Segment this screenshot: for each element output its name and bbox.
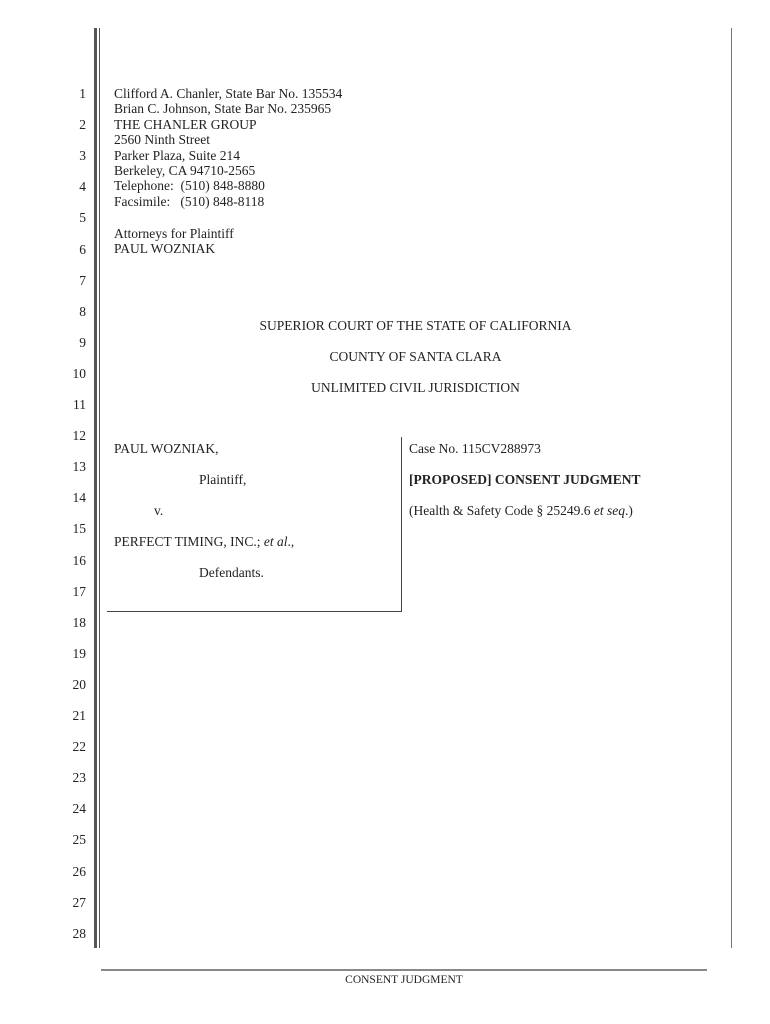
- court-name: SUPERIOR COURT OF THE STATE OF CALIFORNIA: [259, 318, 572, 333]
- document-title: [PROPOSED] CONSENT JUDGMENT: [409, 472, 641, 487]
- line-number: 26: [72, 863, 86, 879]
- line-number: 16: [72, 552, 86, 568]
- statute-text: (Health & Safety Code § 25249.6: [409, 503, 594, 518]
- versus: v.: [154, 503, 164, 518]
- line-number: 7: [79, 272, 86, 288]
- defendant-suffix: .,: [287, 534, 295, 549]
- firm-name: THE CHANLER GROUP: [114, 116, 257, 132]
- defendant-name-text: PERFECT TIMING, INC.;: [114, 534, 264, 549]
- caption-box-vertical: [401, 437, 402, 612]
- line-number: 23: [72, 770, 86, 786]
- line-number: 12: [72, 428, 86, 444]
- telephone-line: Telephone: (510) 848-8880: [114, 178, 265, 194]
- statute-reference: [409, 503, 633, 519]
- line-number: 19: [72, 645, 86, 661]
- line-number: 20: [72, 676, 86, 692]
- line-number: 21: [72, 708, 86, 723]
- line-number: 13: [72, 459, 86, 475]
- client-name: PAUL WOZNIAK: [114, 241, 216, 257]
- line-number: 22: [72, 739, 86, 755]
- court-county: COUNTY OF SANTA CLARA: [329, 349, 502, 364]
- facsimile-line: Facsimile: (510) 848-8118: [114, 193, 265, 209]
- footer-title: CONSENT JUDGMENT: [345, 974, 463, 986]
- attorney-line: Brian C. Johnson, State Bar No. 235965: [114, 101, 332, 117]
- line-number: 4: [79, 179, 86, 195]
- line-number: 10: [72, 365, 86, 381]
- defendant-etal: et al: [263, 534, 288, 549]
- defendant-name: [114, 534, 294, 550]
- defendant-role: Defendants.: [199, 565, 264, 580]
- address-line: Parker Plaza, Suite 214: [114, 147, 240, 163]
- line-number: 5: [79, 210, 86, 226]
- line-number: 17: [72, 583, 86, 599]
- line-number: 2: [79, 117, 86, 133]
- line-number: 27: [72, 894, 86, 910]
- court-jurisdiction: UNLIMITED CIVIL JURISDICTION: [311, 380, 520, 395]
- line-number: 25: [72, 832, 86, 848]
- statute-suffix: .): [624, 503, 633, 518]
- address-line: 2560 Ninth Street: [114, 132, 210, 148]
- line-number: 3: [79, 148, 86, 164]
- caption-box-horizontal: [107, 611, 402, 612]
- attorneys-for-label: Attorneys for Plaintiff: [114, 226, 234, 241]
- line-number: 8: [79, 303, 86, 319]
- address-line: Berkeley, CA 94710-2565: [114, 163, 256, 179]
- line-number: 14: [72, 490, 86, 506]
- line-number: 9: [79, 334, 86, 350]
- attorneys-for-block: [114, 226, 234, 257]
- line-number: 24: [72, 801, 86, 817]
- plaintiff-name: PAUL WOZNIAK,: [114, 441, 219, 456]
- left-margin-rule-inner: [99, 28, 100, 948]
- line-number: 28: [72, 925, 86, 941]
- attorney-line: Clifford A. Chanler, State Bar No. 135534: [114, 86, 343, 101]
- statute-etseq: et seq: [593, 503, 625, 518]
- line-number: 1: [79, 86, 86, 101]
- right-margin-rule: [731, 28, 732, 948]
- left-margin-rule: [94, 28, 97, 948]
- line-number: 15: [72, 521, 86, 537]
- line-number: 11: [73, 397, 86, 412]
- line-number: 6: [79, 241, 86, 257]
- attorney-header: [114, 86, 342, 209]
- footer-rule: [101, 969, 707, 971]
- plaintiff-role: Plaintiff,: [199, 472, 247, 487]
- case-number: Case No. 115CV288973: [409, 441, 541, 456]
- line-number: 18: [72, 614, 86, 630]
